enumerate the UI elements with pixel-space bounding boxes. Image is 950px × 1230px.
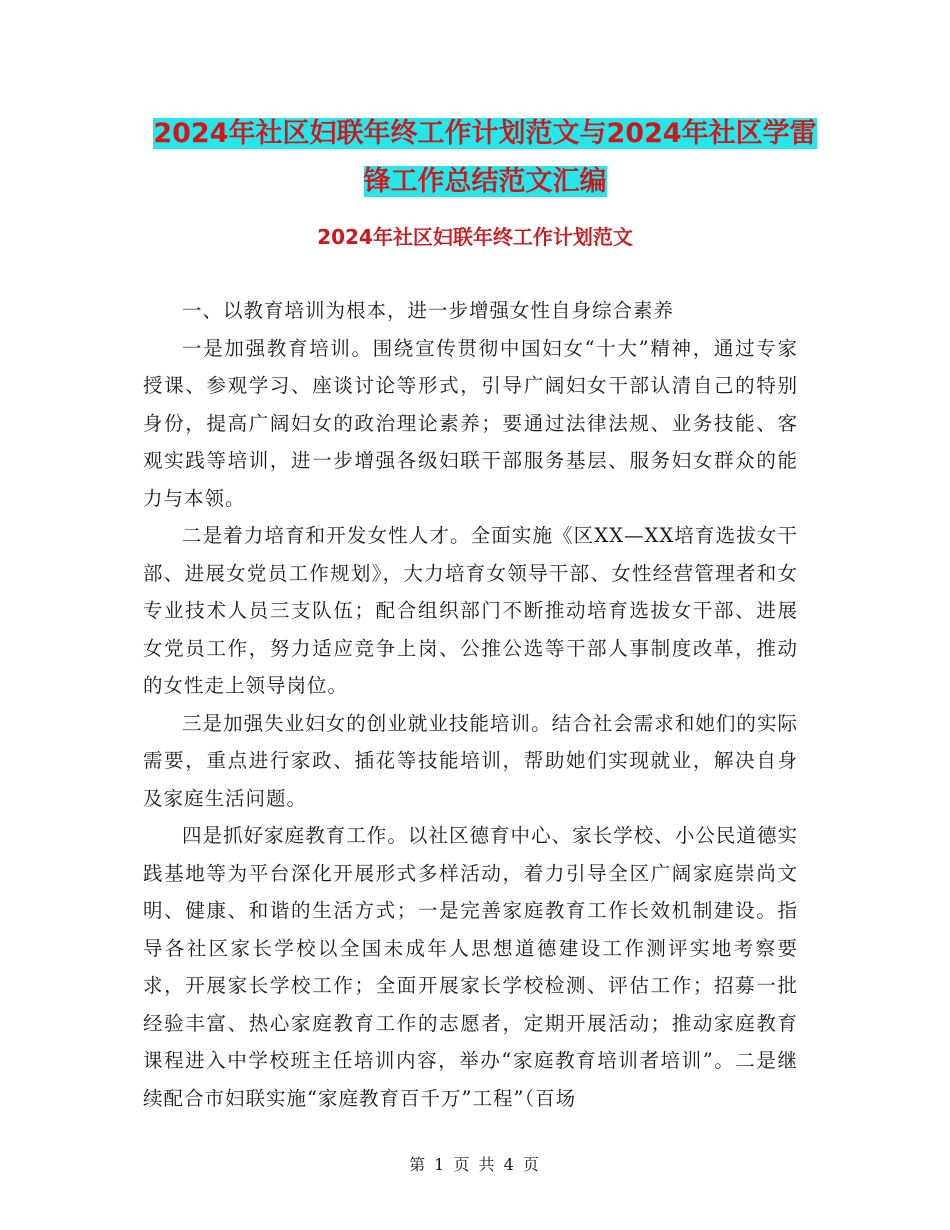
- page-number-footer: 第 1 页 共 4 页: [409, 1155, 541, 1174]
- document-title-line1: 2024年社区妇联年终工作计划范文与2024年社区学雷: [153, 118, 817, 149]
- paragraph-heading: 一、以教育培训为根本，进一步增强女性自身综合素养: [182, 299, 675, 322]
- document-title-line2: 锋工作总结范文汇编: [363, 166, 607, 197]
- paragraph: 一是加强教育培训。围绕宣传贯彻中国妇女“十大”精神，通过专家授课、参观学习、座谈讨论等形式，引导广阔妇女干部认清自己的特别身份，提高广阔妇女的政治理论素养；要通过法律法规、业务技能、客观实践等培训，进一步增强各级妇联干部服务基层、服务妇女群众的能力与本领。: [143, 336, 798, 510]
- paragraph: 二是着力培育和开发女性人才。全面实施《区XX—XX培育选拔女干部、进展女党员工作规划》，大力培育女领导干部、女性经营管理者和女专业技术人员三支队伍；配合组织部门不断推动培育选拔女干部、进展女党员工作，努力适应竞争上岗、公推公选等干部人事制度改革，推动的女性走上领导岗位。: [143, 524, 798, 697]
- document-body: [143, 292, 798, 1117]
- paragraph: 四是抓好家庭教育工作。以社区德育中心、家长学校、小公民道德实践基地等为平台深化开展形式多样活动，着力引导全区广阔家庭崇尚文明、健康、和谐的生活方式；一是完善家庭教育工作长效机制建设。指导各社区家长学校以全国未成年人思想道德建设工作测评实地考察要求，开展家长学校工作；全面开展家长学校检测、评估工作；招募一批经验丰富、热心家庭教育工作的志愿者，定期开展活动；推动家庭教育课程进入中学校班主任培训内容，举办“家庭教育培训者培训”。二是继续配合市妇联实施“家庭教育百千万”工程”（百场: [143, 824, 798, 1110]
- section-title: 2024年社区妇联年终工作计划范文: [317, 225, 633, 249]
- document-title: [140, 110, 830, 206]
- paragraph: 三是加强失业妇女的创业就业技能培训。结合社会需求和她们的实际需要，重点进行家政、插花等技能培训，帮助她们实现就业，解决自身及家庭生活问题。: [143, 711, 798, 810]
